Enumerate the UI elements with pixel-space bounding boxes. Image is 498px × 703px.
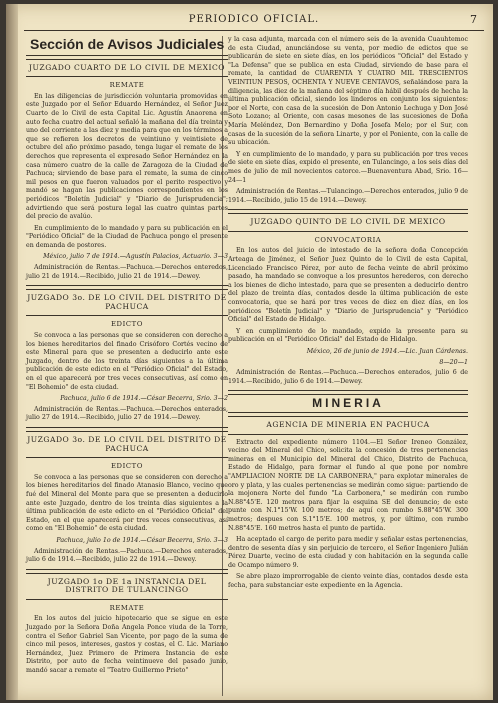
notice-kind: EDICTO — [110, 462, 143, 471]
divider — [228, 434, 468, 435]
court-heading: JUZGADO CUARTO DE LO CIVIL DE MEXICO — [28, 62, 226, 72]
paragraph: En los autos del juicio de intestado de la señora doña Concepción Arteaga de Jiménez, el Señor Juez Quinto de lo Civil de esta Capital, Licenciado Francisco Pérez, por auto de fecha veinte de abril próximo pasado, ha mandado se convoque a los presuntos herederos, con derecho a los bienes de dicho intestado, para que se presenten a deducirlo dentro del plazo de treinta días, contados desde la última publicación de este convocatoria, que se hará por tres veces de diez en diez días, en los periódicos "Boletín Judicial" y "Diario de Jurisprudencia" y "Periódico Oficial" del Estado de Hidalgo. — [228, 247, 468, 324]
court-heading: JUZGADO 1o DE 1a INSTANCIA DEL DISTRITO DE TULANCINGO — [47, 576, 207, 595]
paragraph: En las diligencias de jurisdicción voluntaria promovidas en este Juzgado por el Señor Eduardo Hernández, el Señor Juez Cuarto de lo Civil de esta Capital Lic. Agustín Anaorena en auto fecha cuatro del actual señaló la mañana del día treinta y uno del corriente a las diez y media para que en los términos a que se refieren los decretos de veintiuno y veintisiete de octubre del año próximo pasado, tenga lugar el remate de los derechos que representa el expresado Señor Hernández en la casa número cuatro de la calle de Zaragoza de la Ciudad de Pachuca; sirviendo de base para el remate, la suma de cinco mil pesos en que fueron valuados por el perito respectivo y mandó se hagan las publicaciones correspondientes en los periódicos "Boletín Judicial" y "Diario de Jurisprudencia"; advirtiendo que será postura legal las cuatro quintas partes del precio de avalúo. — [26, 92, 228, 221]
paragraph: Se abre plazo improrrogable de ciento veinte días, contados desde esta fecha, para substanciar este expediente en la Agencia. — [228, 573, 468, 590]
page-header — [24, 10, 484, 31]
notice-kind: REMATE — [109, 81, 145, 90]
divider — [26, 599, 228, 600]
section-title: Sección de Avisos Judiciales — [30, 36, 225, 52]
divider — [26, 569, 228, 574]
paragraph: En los autos del juicio hipotecario que se sigue en este Juzgado por la Señora Doña Angela Ponce viuda de la Torre, contra el Señor Gabriel San Vicente, por pago de la suma de cinco mil pesos, intereses, gastos y costas, el C. Lic. Mariano Hernández, Juez Primero de Primera Instancia de este Distrito, por auto de fecha veintinueve del pasado junio, mandó sacar a remate el "Teatro Guillermo Prieto" — [26, 615, 228, 675]
right-column — [228, 36, 468, 594]
left-column — [26, 36, 228, 679]
divider — [26, 315, 228, 316]
notice-kind: CONVOCATORIA — [314, 235, 382, 244]
paragraph: Administración de Rentas.—Pachuca.—Derechos enterados, julio 6 de 1914.—Recibido, julio 6 de 1914.—Dewey. — [228, 369, 468, 385]
divider — [228, 209, 468, 214]
divider — [26, 55, 228, 60]
page-binding — [6, 4, 18, 700]
signature: México, 26 de junio de 1914.—Lic. Juan Cárdenas. — [306, 348, 468, 355]
signature: Pachuca, julio 1o de 1914.—César Becerra, Srio. 3—3 — [56, 536, 228, 544]
notice-kind: EDICTO — [110, 320, 143, 329]
court-heading: JUZGADO 3o. DE LO CIVIL DEL DISTRITO DE PACHUCA — [27, 293, 227, 311]
paragraph: y la casa adjunta, marcada con el número seis de la avenida Cuauhtemoc de esta Ciudad, anunciándose su venta, por medio de edictos que se publicarán de siete en siete días, en los periódicos "Oficial" del Estado y "La Defensa" que se publica en esta Ciudad, sirviendo de base para el remate, la cantidad de CUARENTA Y CUATRO MIL TRESCIENTOS VEINTIUN PESOS, OCHENTA Y NUEVE CENTAVOS, señalándose para la diligencia, las diez de la mañana del séptimo día hábil después de hecha la última publicación oficial, siendo los linderos en conjunto los siguientes: por el Norte, con casa de la sucesión de Don Antonio Lechuga y Don José Soto Lozano; al Oriente, con casas mesones de las sucesiones de Doña María Meléndez, Don Bernardino y Doña Josefa Melo; por el Sur, con casas de la sucesión de la señora Linarte, y por el Poniente, con la calle de su ubicación. — [228, 36, 468, 147]
notice-kind: REMATE — [109, 603, 145, 612]
divider — [228, 412, 468, 417]
signature: Pachuca, julio 6 de 1914.—César Becerra, Srio. 3—2 — [60, 395, 228, 403]
divider — [26, 285, 228, 290]
divider — [26, 457, 228, 458]
agency-heading: AGENCIA DE MINERIA EN PACHUCA — [266, 419, 430, 429]
divider — [26, 76, 228, 77]
paragraph: Administración de Rentas.—Tulancingo.—Derechos enterados, julio 9 de 1914.—Recibido, julio 15 de 1914.—Dewey. — [228, 188, 468, 204]
court-heading: JUZGADO 3o. DE LO CIVIL DEL DISTRITO DE PACHUCA — [27, 434, 227, 453]
paragraph: En cumplimiento de lo mandado y para su publicación en el "Periódico Oficial" de la Ciudad de Pachuca pongo el presente en demanda de postores. — [26, 224, 228, 249]
paragraph: Se convoca a las personas que se consideren con derecho a los bienes hereditarios del finado Crisóforo Cortés vecino de este Mineral para que se presenten a deducirlo ante este Juzgado, dentro de los treinta días siguientes a la última publicación de este edicto en el "Periódico Oficial" del Estado, en el que aparecerá por tres veces consecutivas, así como en "El Bohemio" de esta ciudad. — [26, 332, 228, 391]
paragraph: Administración de Rentas.—Pachuca.—Derechos enterados, julio 27 de 1914.—Recibido, julio 27 de 1914.—Dewey. — [26, 405, 228, 422]
paragraph: Ha aceptado el cargo de perito para medir y señalar estas pertenencias, dentro de sesenta días y sin perjuicio de tercero, el Señor Ingeniero Julián Pérez Duarte, vecino de esta ciudad y con habitación en la segunda calle de Ocampo número 9. — [228, 536, 468, 569]
paragraph: Y en cumplimiento de lo mandado, y para su publicación por tres veces de siete en siete días, expido el presente, en Tulancingo, a los seis días del mes de julio de mil novecientos catorce.—Buenaventura Abad, Srio. 16—24—1 — [228, 150, 468, 184]
divider — [26, 427, 228, 432]
paragraph: Se convoca a las personas que se consideren con derecho a los bienes hereditarios del finado Atanasio Blanco, vecino que fué del Mineral del Monte para que se presenten a deducirlo ante este Juzgado, dentro de los treinta días siguientes a la última publicación de este edicto en el "Periódico Oficial" del Estado, en el que aparecerá por tres veces consecutivas, así como en "El Bohemio" de esta ciudad. — [26, 473, 228, 533]
notice-code: 8—20—1 — [439, 358, 468, 366]
paragraph: Extracto del expediente número 1104.—El Señor Ireneo González, vecino del Mineral del Chico, solicita la concesión de tres pertenencias mineras en el Municipio del Mineral del Chico, Distrito de Pachuca, Estado de Hidalgo, para formar el fundo al que pone por nombre "AMPLIACION NORTE DE LA CARBONERA," para explotar minerales de oro y plata, y las cuales pertenencias se medirán como sigue: partiendo de la mojonera Norte del fundo "La Carbonera," se medirán con rumbo N.88°45'E. 120 metros para fijar la esquina SE del denuncio; de este punte con N.1°15'W. 100 metros; de aquí con rumbo S.88°45'W. 300 metros; despues con S.1°15'E. 100 metros, y, por último, con rumbo N.88°45'E. 160 metros hasta el punto de partida. — [228, 438, 468, 532]
divider — [228, 390, 468, 395]
newspaper-page — [6, 4, 493, 700]
newspaper-title: PERIODICO OFICIAL. — [188, 14, 320, 25]
paragraph: Administración de Rentas.—Pachuca.—Derechos enteredos, julio 21 de 1914.—Recibido, julio 21 de 1914.—Dewey. — [26, 264, 228, 280]
paragraph: Y en cumplimiento de lo mandado, expido la presente para su publicación en el "Periódico Oficial" del Estado de Hidalgo. — [228, 327, 468, 344]
court-heading: JUZGADO QUINTO DE LO CIVIL DE MEXICO — [250, 217, 446, 227]
signature: México, julio 7 de 1914.—Agustín Palacios, Actuario. 3—3 — [43, 253, 228, 261]
page-number: 7 — [470, 13, 478, 26]
paragraph: Administración de Rentas.—Pachuca.—Derechos enterados, julio 6 de 1914.—Recibido, julio 22 de 1914.—Dewey. — [26, 547, 228, 564]
mineria-title: MINERIA — [312, 396, 384, 411]
divider — [228, 231, 468, 232]
